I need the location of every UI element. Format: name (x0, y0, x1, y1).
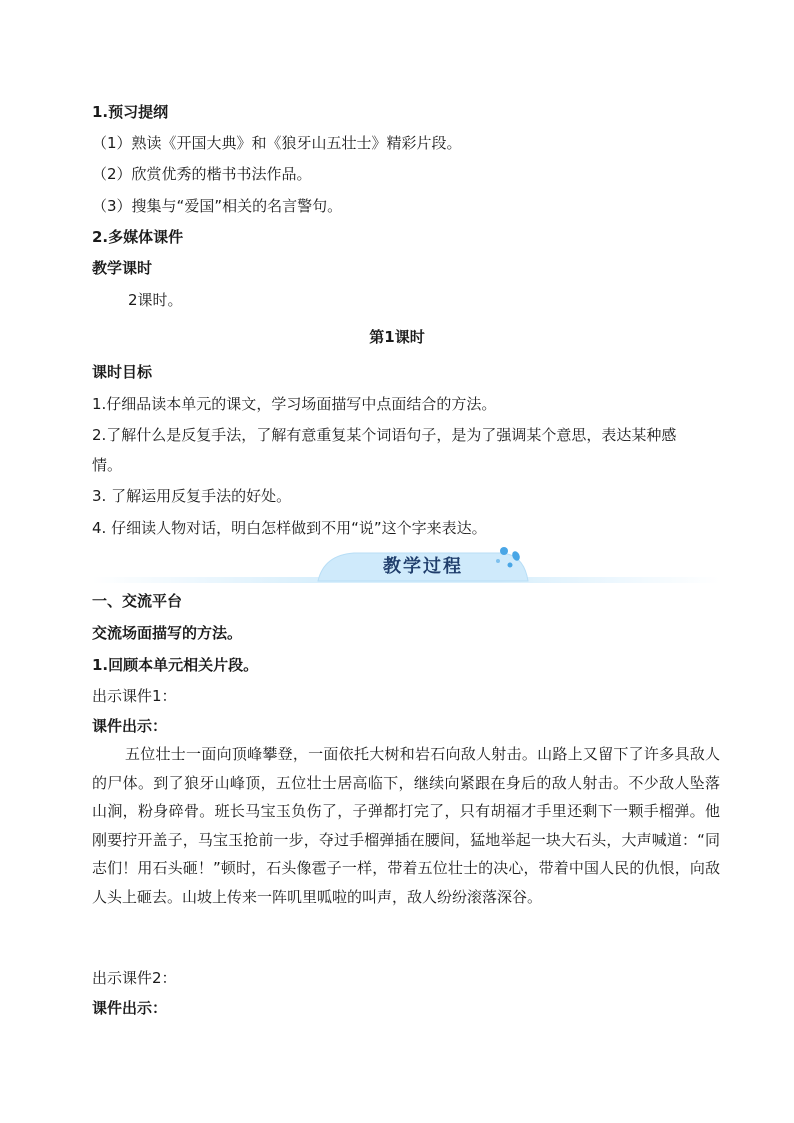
hours-value: 2课时。 (128, 291, 183, 309)
multimedia-heading: 2.多媒体课件 (92, 228, 184, 246)
section-banner (92, 543, 720, 585)
process-heading-1: 一、交流平台 (92, 592, 183, 610)
hours-heading: 教学课时 (92, 259, 153, 277)
courseware-label-2: 课件出示： (92, 999, 168, 1017)
process-heading-3: 1.回顾本单元相关片段。 (92, 656, 259, 674)
goals-heading: 课时目标 (92, 363, 153, 381)
goal-2-line-1: 2.了解什么是反复手法，了解有意重复某个词语句子，是为了强调某个意思，表达某种感 (92, 426, 677, 444)
show-courseware-2: 出示课件2： (92, 969, 177, 987)
goal-2-line-2: 情。 (92, 456, 123, 474)
show-courseware-1: 出示课件1： (92, 687, 177, 705)
prep-heading: 1.预习提纲 (92, 103, 169, 121)
goal-1: 1.仔细品读本单元的课文，学习场面描写中点面结合的方法。 (92, 395, 497, 413)
passage-paragraph: 五位壮士一面向顶峰攀登，一面依托大树和岩石向敌人射击。山路上又留下了许多具敌人的尸体。到了狼牙山峰顶，五位壮士居高临下，继续向紧跟在身后的敌人射击。不少敌人坠落山涧，粉身碎骨。班长马宝玉负伤了，子弹都打完了，只有胡福才手里还剩下一颗手榴弹。他刚要拧开盖子，马宝玉抢前一步，夺过手榴弹插在腰间，猛地举起一块大石头，大声喊道：“同志们！用石头砸！”顿时，石头像雹子一样，带着五位壮士的决心，带着中国人民的仇恨，向敌人头上砸去。山坡上传来一阵叽里呱啦的叫声，敌人纷纷滚落深谷。 (92, 745, 720, 906)
prep-item-2: （2）欣赏优秀的楷书书法作品。 (92, 165, 312, 183)
prep-item-3: （3）搜集与“爱国”相关的名言警句。 (92, 197, 343, 215)
prep-item-1: （1）熟读《开国大典》和《狼牙山五壮士》精彩片段。 (92, 134, 462, 152)
lesson-title: 第1课时 (369, 328, 425, 346)
goal-4: 4. 仔细读人物对话，明白怎样做到不用“说”这个字来表达。 (92, 519, 487, 537)
banner-label: 教学过程 (383, 556, 463, 577)
process-heading-2: 交流场面描写的方法。 (92, 624, 243, 642)
goal-3: 3. 了解运用反复手法的好处。 (92, 487, 292, 505)
courseware-label-1: 课件出示： (92, 717, 168, 735)
